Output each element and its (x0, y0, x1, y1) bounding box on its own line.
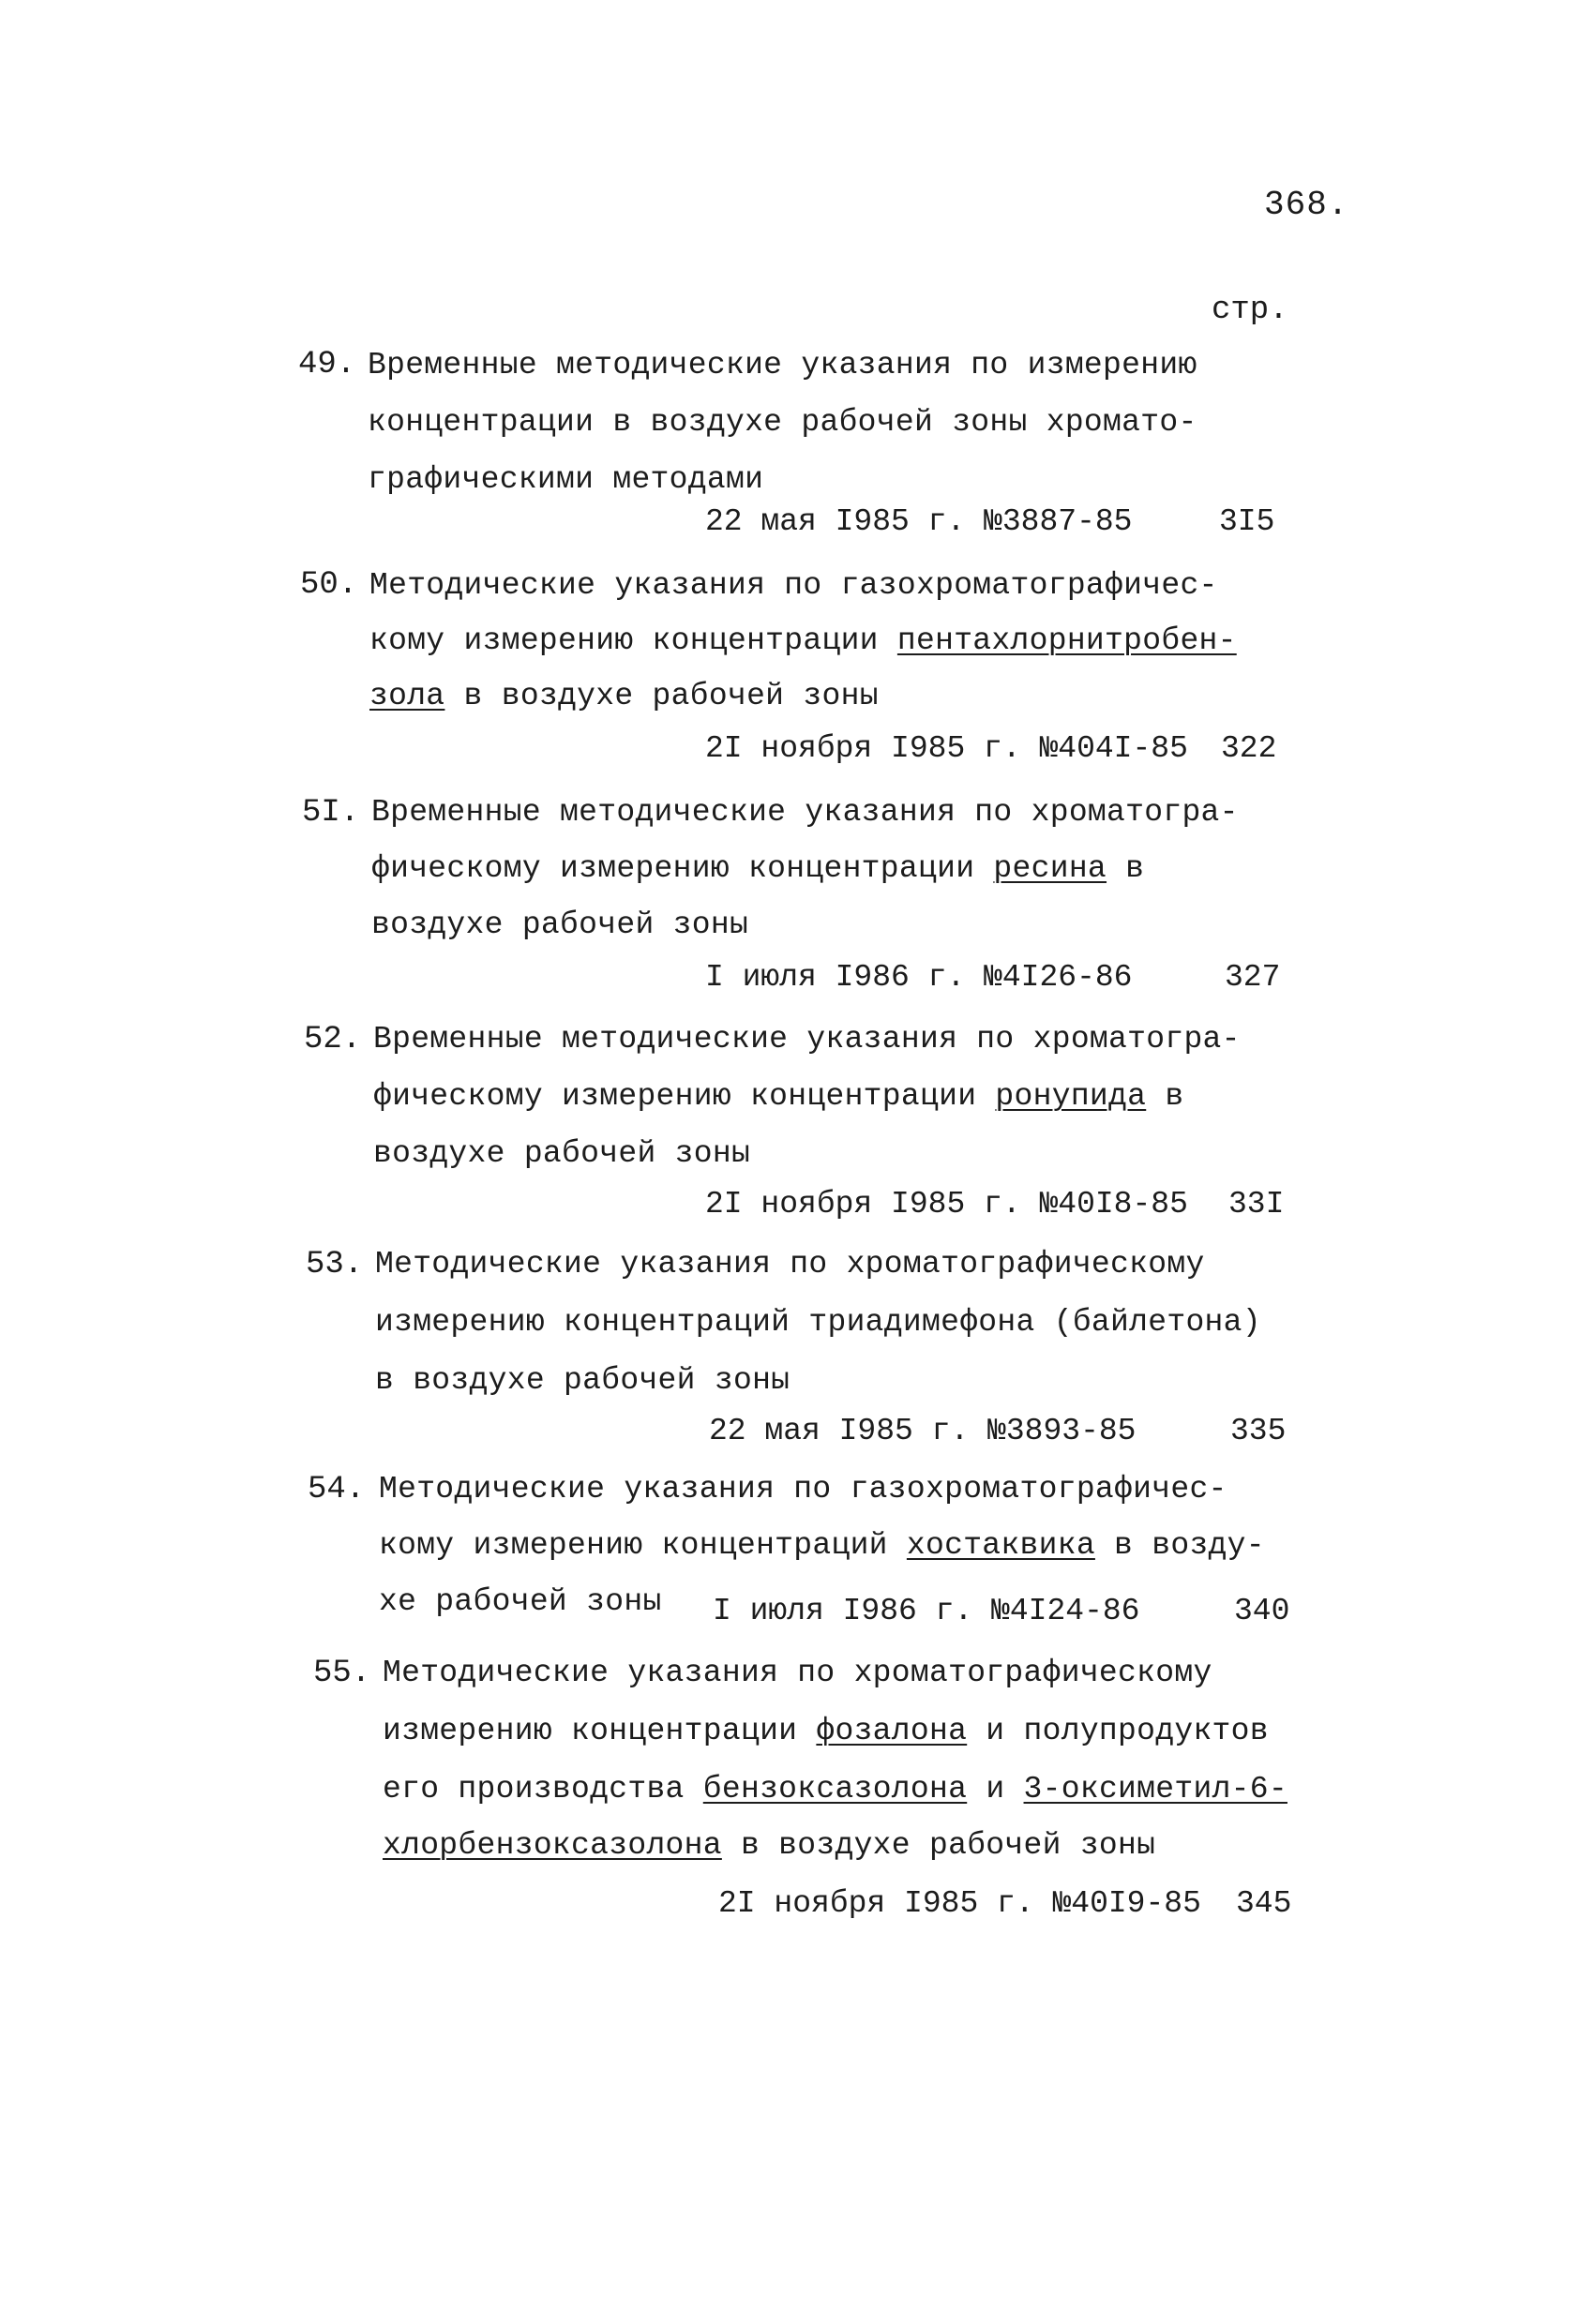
entry-number: 55. (313, 1656, 371, 1691)
page-column-header: стр. (1212, 292, 1288, 328)
entry-date-number: I июля I986 г. №4I24-86 (713, 1594, 1140, 1628)
entry-page: 3I5 (1219, 504, 1275, 539)
entry-title-line: измерению концентраций триадимефона (байлетона) (375, 1305, 1261, 1340)
substance-name: ронупида (995, 1079, 1147, 1114)
entry-title-line: фическому измерению концентрации ресина в (371, 851, 1145, 886)
entry-number: 54. (308, 1472, 366, 1507)
entry-page: 33I (1228, 1187, 1285, 1222)
substance-name: пентахлорнитробен- (896, 623, 1237, 658)
entry-title-line: кому измерению концентраций хостаквика в возду- (379, 1528, 1265, 1563)
entry-title-line: измерению концентрации фозалона и полупродуктов (383, 1714, 1269, 1748)
entry-title-line: воздухе рабочей зоны (371, 907, 749, 942)
entry-title-line: Методические указания по хроматографическому (375, 1247, 1205, 1282)
entry-date-number: I июля I986 г. №4I26-86 (705, 960, 1133, 995)
page-number: 368. (1264, 186, 1349, 224)
entry-date-number: 2I ноября I985 г. №40I9-85 (718, 1886, 1201, 1921)
entry-date-number: 2I ноября I985 г. №404I-85 (705, 731, 1188, 766)
entry-title-line: графическими методами (368, 462, 764, 497)
entry-title-line: в воздухе рабочей зоны (375, 1363, 790, 1398)
entry-title-line: зола в воздухе рабочей зоны (369, 679, 879, 713)
entry-page: 345 (1236, 1886, 1292, 1921)
substance-name: хлорбензоксазолона (383, 1828, 722, 1863)
entry-title-line: Методические указания по газохроматографичес- (369, 568, 1218, 603)
entry-title-line: Временные методические указания по измерению (368, 348, 1197, 382)
entry-title-line: его производства бензоксазолона и 3-оксиметил-6- (383, 1772, 1287, 1807)
entry-page: 322 (1221, 731, 1277, 766)
entry-title-line: Временные методические указания по хроматогра- (373, 1022, 1241, 1057)
entry-title-line: концентрации в воздухе рабочей зоны хромато- (368, 405, 1197, 440)
entry-number: 49. (298, 347, 356, 382)
entry-title-line: Методические указания по газохроматографичес- (379, 1472, 1227, 1507)
substance-name: 3-оксиметил-6- (1023, 1772, 1287, 1807)
substance-name: бензоксазолона (702, 1772, 968, 1807)
entry-number: 50. (300, 567, 358, 603)
entry-page: 340 (1234, 1594, 1290, 1628)
entry-date-number: 22 мая I985 г. №3887-85 (705, 504, 1133, 539)
entry-title-line: Методические указания по хроматографическому (383, 1656, 1212, 1690)
entry-number: 53. (306, 1247, 364, 1282)
entry-date-number: 2I ноября I985 г. №40I8-85 (705, 1187, 1188, 1222)
substance-name: зола (369, 679, 445, 713)
entry-page: 327 (1225, 960, 1281, 995)
entry-title-line: воздухе рабочей зоны (373, 1136, 751, 1171)
entry-title-line: Временные методические указания по хроматогра- (371, 795, 1239, 830)
substance-name: фозалона (816, 1714, 968, 1748)
entry-page: 335 (1230, 1414, 1287, 1448)
entry-title-line: фическому измерению концентрации ронупида в (373, 1079, 1184, 1114)
entry-title-line: хлорбензоксазолона в воздухе рабочей зоны (383, 1828, 1156, 1863)
entry-title-line: хе рабочей зоны (379, 1584, 662, 1619)
entry-number: 52. (304, 1022, 362, 1057)
substance-name: хостаквика (906, 1528, 1095, 1563)
entry-number: 5I. (302, 795, 360, 831)
substance-name: ресина (993, 851, 1107, 886)
entry-title-line: кому измерению концентрации пентахлорнитробен- (369, 623, 1237, 658)
entry-date-number: 22 мая I985 г. №3893-85 (709, 1414, 1137, 1448)
